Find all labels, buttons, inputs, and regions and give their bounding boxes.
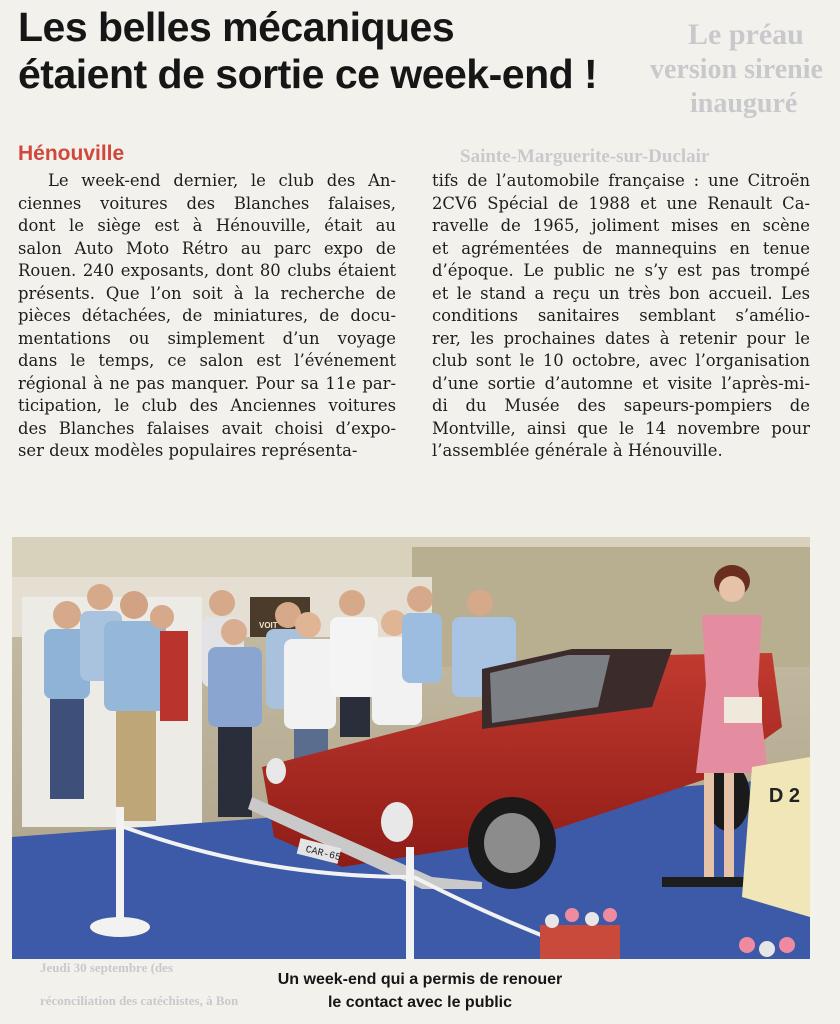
body-text-line: ravelle de 1965, joliment mises en scène [432,216,810,235]
article-body-left-column [18,170,396,463]
body-text-line: 2CV6 Spécial de 1988 et une Renault Ca- [432,193,810,213]
photo-illustration [12,537,810,959]
body-text-line: ticipation, le club des Anciennes voitures [18,396,396,415]
body-text-line: club sont le 10 octobre, avec l’organisation [432,351,810,370]
body-text-line: Le week-end dernier, le club des An- [48,171,396,190]
body-text-line: ser deux modèles populaires représenta- [18,441,358,460]
body-text-line: d’époque. Le public ne s’y est pas trompé [432,261,810,280]
body-text-line: conditions sanitaires semblant s’amélio- [432,306,810,325]
article-photo [12,537,810,959]
body-text-line: pièces détachées, de miniatures, de docu- [18,306,396,325]
photo-caption [0,968,840,1014]
headline-line-1: Les belles mécaniques [18,4,455,50]
caption-line-2: le contact avec le public [327,994,513,1011]
body-text-line: dans le temps, ce salon est l’événement [18,351,396,370]
body-text-line: tifs de l’automobile française : une Citroën [432,171,810,190]
bleed-bottom-1: Jeudi 30 septembre (des [40,960,174,975]
body-text-line: rer, les prochaines dates à retenir pour le [432,328,810,348]
body-text-line: l’assemblée générale à Hénouville. [432,441,723,460]
bleed-title-2: version sirenie [650,54,823,85]
body-text-line: et agrémentées de mannequins en tenue [432,238,810,258]
bleed-title-3: inauguré [690,88,798,119]
body-text-line: salon Auto Moto Rétro au parc expo de [18,238,396,258]
stand-number-label: D 2 [768,785,800,807]
article-headline [18,4,658,98]
body-text-line: Rouen. 240 exposants, dont 80 clubs étaient [18,261,396,280]
headline-line-2: étaient de sortie ce week-end ! [18,51,598,97]
body-text-line: d’une sortie d’automne et visite l’après-mi- [432,373,810,393]
bleed-title-1: Le préau [688,18,804,51]
caption-line-1: Un week-end qui a permis de renouer [277,971,563,988]
bleed-kicker: Sainte-Marguerite-sur-Duclair [460,146,710,167]
license-plate: CAR-65 [304,844,342,865]
body-text-line: et le stand a reçu un très bon accueil. Les [432,283,810,303]
body-text-line: régional à ne pas manquer. Pour sa 11e par- [18,373,396,393]
body-text-line: des Blanches falaises avait choisi d’expo- [18,418,396,438]
body-text-line: dont le siège est à Hénouville, était au [18,216,396,235]
article-body-right-column [432,170,810,463]
booth-sign-text: VOIT [259,621,278,630]
body-text-line: di du Musée des sapeurs-pompiers de [432,396,810,415]
body-text-line: ciennes voitures des Blanches falaises, [18,193,396,213]
stand-sign [742,757,810,917]
bleed-bottom-2: réconciliation des catéchistes, à Bon [40,993,239,1008]
article-kicker: Hénouville [18,142,125,165]
body-text-line: Montville, ainsi que le 14 novembre pour [432,418,810,438]
body-text-line: mentations ou simplement d’un voyage [18,328,396,348]
body-text-line: présents. Que l’on soit à la recherche de [18,283,396,303]
